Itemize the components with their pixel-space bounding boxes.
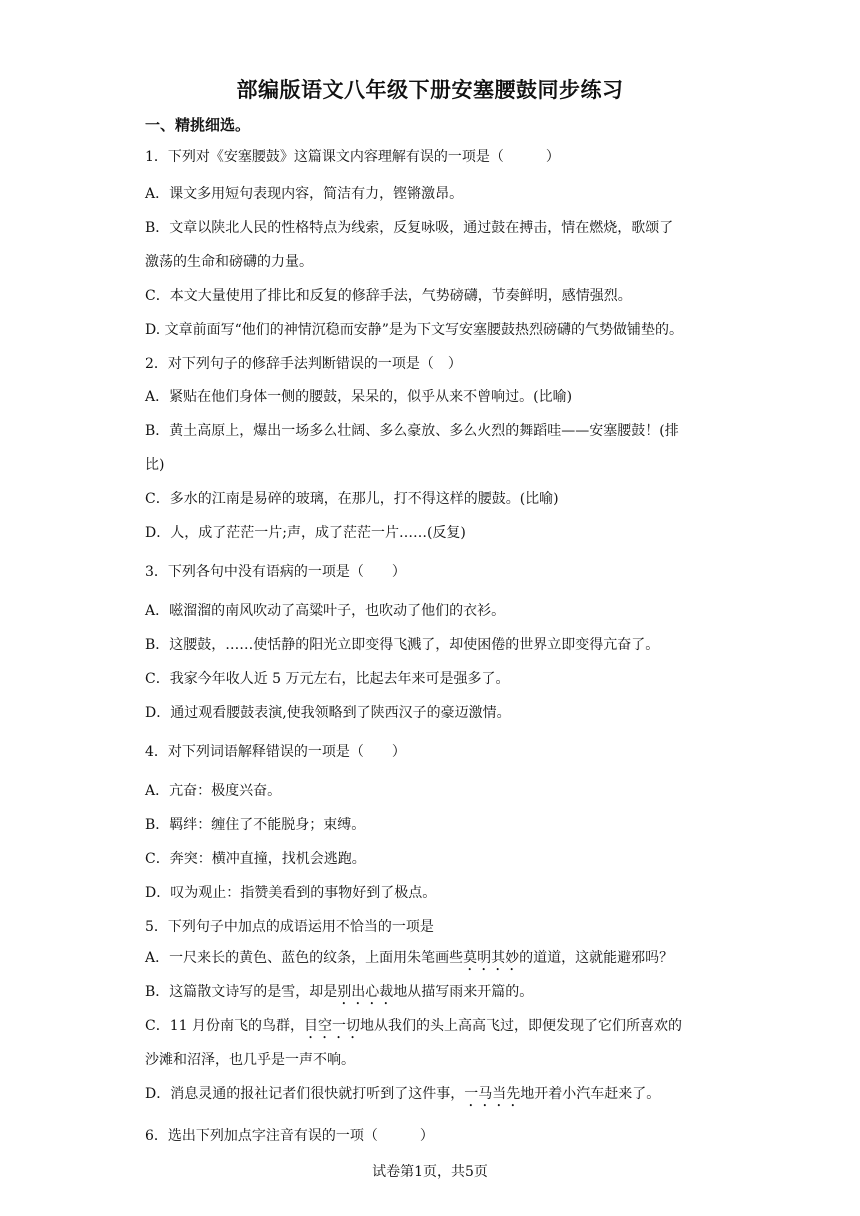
question-3-option-a: A．嗞溜溜的南风吹动了高粱叶子，也吹动了他们的衣衫。 xyxy=(145,603,506,619)
question-5-option-c-cont: 沙滩和沼泽，也几乎是一声不响。 xyxy=(145,1052,355,1068)
question-5-option-c xyxy=(145,1016,725,1042)
question-1-option-c: C．本文大量使用了排比和反复的修辞手法，气势磅礴，节奏鲜明，感情强烈。 xyxy=(145,288,632,304)
option-text: 地开着小汽车赶来了。 xyxy=(520,1086,661,1102)
question-4-option-a: A．亢奋：极度兴奋。 xyxy=(145,783,282,799)
option-text: 地从我们的头上高高飞过，即便发现了它们所喜欢的 xyxy=(359,1018,682,1034)
page-title: 部编版语文八年级下册安塞腰鼓同步练习 xyxy=(236,78,624,102)
question-2-option-a: A．紧贴在他们身体一侧的腰鼓，呆呆的，似乎从来不曾响过。(比喻) xyxy=(145,389,573,405)
dotted-idiom: 一马当先 xyxy=(464,1086,521,1102)
question-1-option-d: D. 文章前面写“他们的神情沉稳而安静”是为下文写安塞腰鼓热烈磅礴的气势做铺垫的。 xyxy=(145,322,683,338)
question-3-option-d: D．通过观看腰鼓表演,使我领略到了陕西汉子的豪迈激情。 xyxy=(145,705,511,721)
question-1-option-b-cont: 激荡的生命和磅礴的力量。 xyxy=(145,254,313,270)
question-6-stem: 6．选出下列加点字注音有误的一项（ ） xyxy=(145,1128,434,1144)
option-text: B．这篇散文诗写的是雪，却是 xyxy=(145,984,338,1000)
option-text: D．消息灵通的报社记者们很快就打听到了这件事， xyxy=(145,1086,465,1102)
question-1-stem: 1．下列对《安塞腰鼓》这篇课文内容理解有误的一项是（ ） xyxy=(145,149,560,165)
question-5-stem: 5．下列句子中加点的成语运用不恰当的一项是 xyxy=(145,919,434,935)
dotted-idiom: 莫明其妙 xyxy=(463,950,520,966)
question-2-option-c: C．多水的江南是易碎的玻璃，在那儿，打不得这样的腰鼓。(比喻) xyxy=(145,491,559,507)
question-3-option-c: C．我家今年收人近 5 万元左右，比起去年来可是强多了。 xyxy=(145,671,510,687)
question-3-stem: 3．下列各句中没有语病的一项是（ ） xyxy=(145,564,406,580)
question-3-option-b: B．这腰鼓，……使恬静的阳光立即变得飞溅了，却使困倦的世界立即变得亢奋了。 xyxy=(145,637,660,653)
question-5-option-b xyxy=(145,982,725,1008)
question-4-option-b: B．羁绊：缠住了不能脱身；束缚。 xyxy=(145,817,366,833)
option-text: 地从描写雨来开篇的。 xyxy=(393,984,534,1000)
question-1-option-a: A．课文多用短句表现内容，简洁有力，铿锵激昂。 xyxy=(145,186,464,202)
option-text: 的道道，这就能避邪吗？ xyxy=(519,950,674,966)
question-2-stem: 2．对下列句子的修辞手法判断错误的一项是（ ） xyxy=(145,356,462,372)
dotted-idiom: 别出心裁 xyxy=(337,984,394,1000)
question-2-option-b: B．黄土高原上，爆出一场多么壮阔、多么豪放、多么火烈的舞蹈哇——安塞腰鼓！(排 xyxy=(145,423,679,439)
option-text: C．11 月份南飞的鸟群， xyxy=(145,1018,304,1034)
section-heading: 一、精挑细选。 xyxy=(145,116,251,134)
question-5-option-d xyxy=(145,1084,725,1110)
question-1-option-b: B．文章以陕北人民的性格特点为线索，反复咏吸，通过鼓在搏击，情在燃烧，歌颂了 xyxy=(145,220,674,236)
question-5-option-a xyxy=(145,948,725,974)
question-4-option-d: D．叹为观止：指赞美看到的事物好到了极点。 xyxy=(145,885,437,901)
option-text: A．一尺来长的黄色、蓝色的纹条，上面用朱笔画些 xyxy=(145,950,464,966)
question-4-option-c: C．奔突：横冲直撞，找机会逃跑。 xyxy=(145,851,366,867)
question-2-option-b-cont: 比) xyxy=(145,457,165,473)
dotted-idiom: 目空一切 xyxy=(303,1018,360,1034)
question-4-stem: 4．对下列词语解释错误的一项是（ ） xyxy=(145,744,406,760)
page-footer: 试卷第1页，共5页 xyxy=(372,1164,488,1180)
question-2-option-d: D．人，成了茫茫一片;声，成了茫茫一片……(反复) xyxy=(145,525,466,541)
